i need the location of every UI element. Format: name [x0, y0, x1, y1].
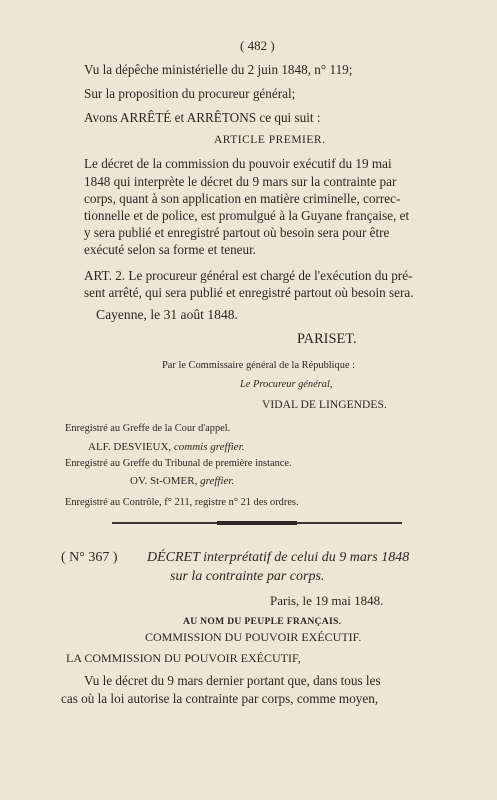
clerk-name: ALF. DESVIEUX,: [88, 441, 172, 453]
decree-title: sur la contrainte par corps.: [170, 569, 325, 584]
registration-line: Enregistré au Greffe du Tribunal de première instance.: [65, 458, 292, 469]
text-line: ART. 2. Le procureur général est chargé de l'exécution du pré-: [84, 268, 413, 283]
text-line: Vu le décret du 9 mars dernier portant que, dans tous les: [84, 673, 381, 688]
text-line: y sera publié et enregistré partout où besoin sera pour être: [84, 225, 390, 240]
signature-line: Par le Commissaire général de la République :: [162, 360, 356, 371]
registration-line: Enregistré au Greffe de la Cour d'appel.: [65, 423, 231, 434]
article-heading: ARTICLE PREMIER.: [214, 134, 326, 146]
registration-line: [130, 475, 234, 487]
clerk-name: OV. St-OMER,: [130, 475, 198, 487]
signature-line: Le Procureur général,: [240, 379, 333, 390]
registration-line: [88, 441, 244, 453]
decree-number: ( N° 367 ): [61, 550, 118, 565]
text-line: Avons ARRÊTÉ et ARRÊTONS ce qui suit :: [84, 110, 321, 125]
date-line: Cayenne, le 31 août 1848.: [96, 307, 238, 322]
text-line: cas où la loi autorise la contrainte par corps, comme moyen,: [61, 691, 379, 706]
text-line: 1848 qui interprète le décret du 9 mars sur la contrainte par: [84, 174, 397, 189]
page-number: ( 482 ): [240, 38, 275, 53]
text-line: Le décret de la commission du pouvoir exécutif du 19 mai: [84, 156, 392, 171]
text-line: corps, quant à son application en matière criminelle, correc-: [84, 191, 401, 206]
section-divider: [112, 522, 402, 524]
clerk-title: commis greffier.: [173, 441, 245, 453]
text-line: LA COMMISSION DU POUVOIR EXÉCUTIF,: [66, 651, 301, 665]
date-line: Paris, le 19 mai 1848.: [270, 593, 384, 608]
decree-title: DÉCRET interprétatif de celui du 9 mars 1848: [147, 550, 410, 565]
text-line: tionnelle et de police, est promulgué à la Guyane française, et: [84, 208, 410, 223]
preamble-heading: COMMISSION DU POUVOIR EXÉCUTIF.: [145, 630, 362, 644]
signature-name: PARISET.: [297, 331, 357, 347]
text-line: sent arrêté, qui sera publié et enregistré partout où besoin sera.: [84, 285, 414, 300]
text-line: Sur la proposition du procureur général;: [84, 86, 296, 101]
registration-line: Enregistré au Contrôle, f° 211, registre n° 21 des ordres.: [65, 497, 299, 508]
text-line: exécuté selon sa forme et teneur.: [84, 242, 257, 257]
clerk-title: greffier.: [200, 475, 235, 487]
preamble-heading: AU NOM DU PEUPLE FRANÇAIS.: [183, 616, 342, 627]
text-line: Vu la dépêche ministérielle du 2 juin 1848, n° 119;: [84, 62, 353, 77]
signature-name: VIDAL DE LINGENDES.: [262, 398, 387, 411]
